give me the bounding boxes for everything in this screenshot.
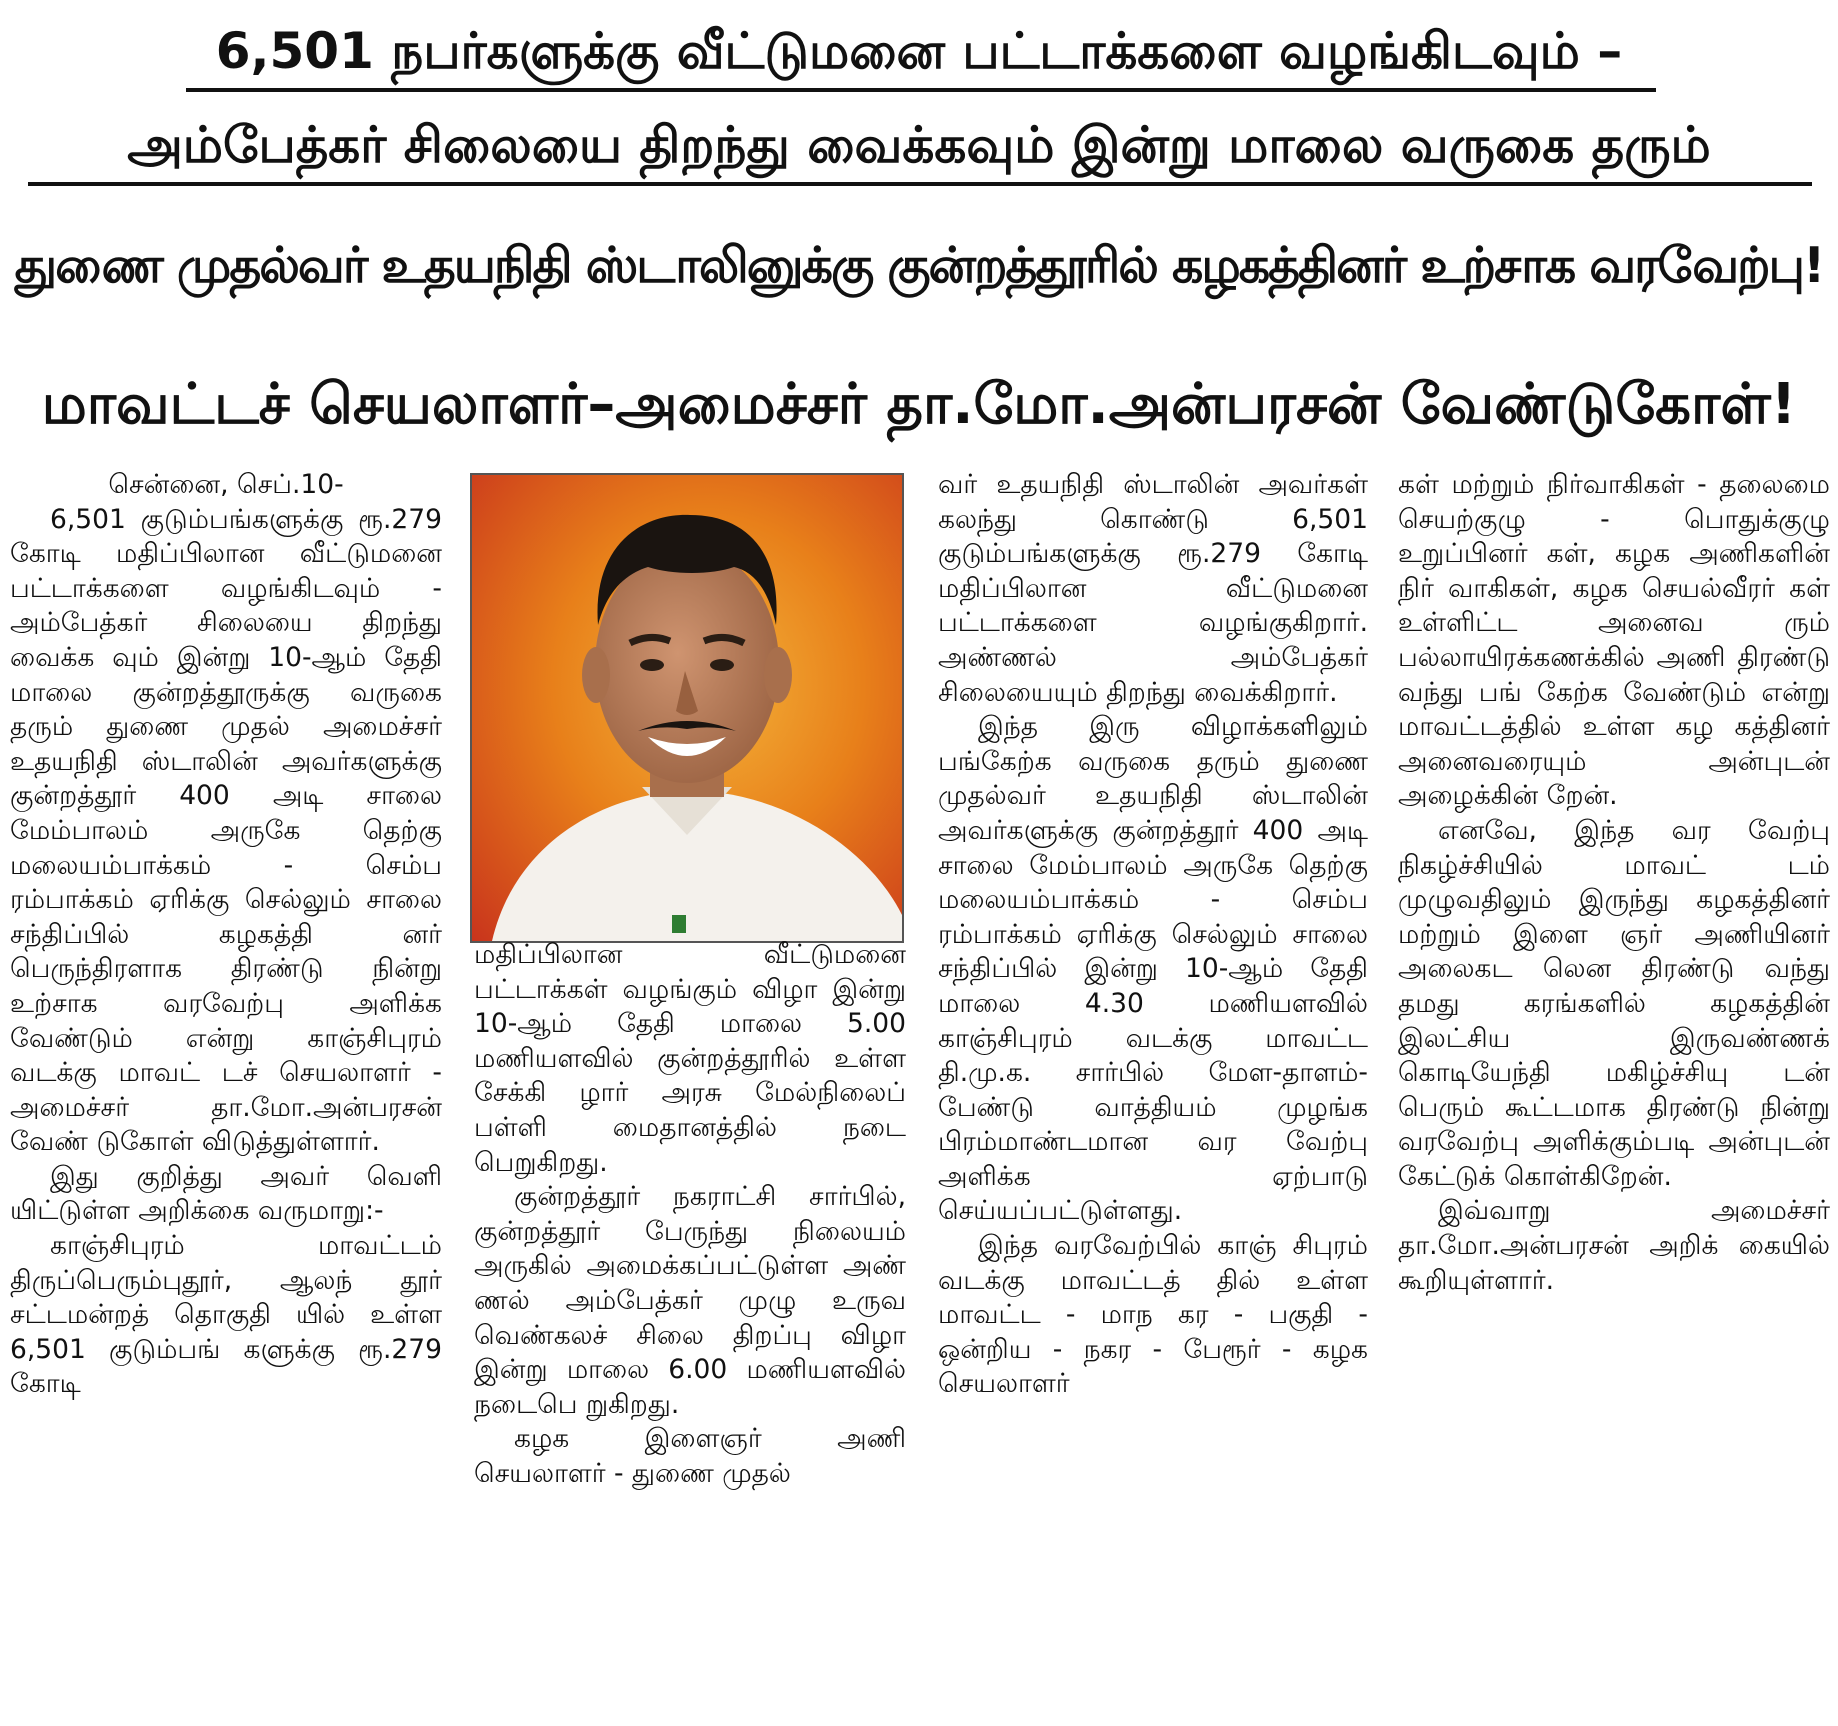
paragraph: கழக இளைஞர் அணி செயலாளர் - துணை முதல் — [474, 1423, 906, 1489]
paragraph: மதிப்பிலான வீட்டுமனை பட்டாக்கள் வழங்கும் விழா இன்று 10-ஆம் தேதி மாலை 5.00 மணியளவில் குன்றத்தூரில் உள்ள சேக்கி ழார் அரசு மேல்நிலைப் பள்ளி மைதானத்தில் நடை பெறுகிறது. — [474, 939, 906, 1178]
paragraph: 6,501 குடும்பங்களுக்கு ரூ.279 கோடி மதிப்பிலான வீட்டுமனை பட்டாக்களை வழங்கிடவும் - அம்பேத்கர் சிலையை திறந்து வைக்க வும் இன்று 10-ஆம் தேதி மாலை குன்றத்தூருக்கு வருகை தரும் துணை முதல் அமைச்சர் உதயநிதி ஸ்டாலின் அவர்களுக்கு குன்றத்தூர் 400 அடி சாலை மேம்பாலம் அருகே தெற்கு மலையம்பாக்கம் - செம்ப ரம்பாக்கம் ஏரிக்கு செல்லும் சாலை சந்திப்பில் கழகத்தி னர் பெருந்திரளாக திரண்டு நின்று உற்சாக வரவேற்பு அளிக்க வேண்டும் என்று காஞ்சிபுரம் வடக்கு மாவட் டச் செயலாளர் - அமைச்சர் தா.மோ.அன்பரசன் வேண் டுகோள் விடுத்துள்ளார். — [10, 503, 442, 1158]
paragraph: இது குறித்து அவர் வெளி யிட்டுள்ள அறிக்கை வருமாறு:- — [10, 1160, 442, 1227]
article-column-2 — [474, 938, 906, 1718]
paragraph: இவ்வாறு அமைச்சர் தா.மோ.அன்பரசன் அறிக் கையில் கூறியுள்ளார். — [1398, 1195, 1830, 1296]
headline-underline-2 — [28, 182, 1812, 186]
paragraph: குன்றத்தூர் நகராட்சி சார்பில், குன்றத்தூர் பேருந்து நிலையம் அருகில் அமைக்கப்பட்டுள்ள அண் ணல் அம்பேத்கர் முழு உருவ வெண்கலச் சிலை திறப்பு விழா இன்று மாலை 6.00 மணியளவில் நடைபெ றுகிறது. — [474, 1181, 906, 1420]
paragraph: எனவே, இந்த வர வேற்பு நிகழ்ச்சியில் மாவட் டம் முழுவதிலும் இருந்து கழகத்தினர் மற்றும் இளை ஞர் அணியினர் அலைகட லென திரண்டு வந்து தமது கரங்களில் கழகத்தின் இலட்சிய இருவண்ணக் கொடியேந்தி மகிழ்ச்சியு டன் பெரும் கூட்டமாக திரண்டு நின்று வரவேற்பு அளிக்கும்படி அன்புடன் கேட்டுக் கொள்கிறேன். — [1398, 814, 1830, 1192]
sub-headline: மாவட்டச் செயலாளர்–அமைச்சர் தா.மோ.அன்பரசன் வேண்டுகோள்! — [41, 372, 1797, 437]
paragraph: இந்த இரு விழாக்களிலும் பங்கேற்க வருகை தரும் துணை முதல்வர் உதயநிதி ஸ்டாலின் அவர்களுக்கு குன்றத்தூர் 400 அடி சாலை மேம்பாலம் அருகே தெற்கு மலையம்பாக்கம் - செம்ப ரம்பாக்கம் ஏரிக்கு செல்லும் சாலை சந்திப்பில் இன்று 10-ஆம் தேதி மாலை 4.30 மணியளவில் காஞ்சிபுரம் வடக்கு மாவட்ட தி.மு.க. சார்பில் மேள-தாளம்- பேண்டு வாத்தியம் முழங்க பிரம்மாண்டமான வர வேற்பு அளிக்க ஏற்பாடு செய்யப்பட்டுள்ளது. — [938, 711, 1368, 1227]
portrait-photo — [470, 473, 904, 943]
paragraph: இந்த வரவேற்பில் காஞ் சிபுரம் வடக்கு மாவட்டத் தில் உள்ள மாவட்ட - மாந கர - பகுதி - ஒன்றிய - நகர - பேரூர் - கழக செயலாளர் — [938, 1230, 1368, 1400]
headline-line-2: அம்பேத்கர் சிலையை திறந்து வைக்கவும் இன்று மாலை வருகை தரும் — [127, 116, 1711, 174]
article-column-4 — [1398, 468, 1830, 1718]
paragraph: காஞ்சிபுரம் மாவட்டம் திருப்பெரும்புதூர், ஆலந் தூர் சட்டமன்றத் தொகுதி யில் உள்ள 6,501 குடும்பங் களுக்கு ரூ.279 கோடி — [10, 1230, 442, 1400]
article-column-1 — [10, 468, 442, 1718]
paragraph: கள் மற்றும் நிர்வாகிகள் - தலைமை செயற்குழு - பொதுக்குழு உறுப்பினர் கள், கழக அணிகளின் நிர் வாகிகள், கழக செயல்வீரர் கள் உள்ளிட்ட அனைவ ரும் பல்லாயிரக்கணக்கில் அணி திரண்டு வந்து பங் கேற்க வேண்டும் என்று மாவட்டத்தில் உள்ள கழ கத்தினர் அனைவரையும் அன்புடன் அழைக்கின் றேன். — [1398, 469, 1830, 812]
headline-line-1: 6,501 நபர்களுக்கு வீட்டுமனை பட்டாக்களை வழங்கிடவும் – — [215, 22, 1623, 80]
paragraph: வர் உதயநிதி ஸ்டாலின் அவர்கள் கலந்து கொண்டு 6,501 குடும்பங்களுக்கு ரூ.279 கோடி மதிப்பிலான வீட்டுமனை பட்டாக்களை வழங்குகிறார். அண்ணல் அம்பேத்கர் சிலையையும் திறந்து வைக்கிறார். — [938, 469, 1368, 708]
portrait-illustration — [472, 475, 902, 941]
main-headline: துணை முதல்வர் உதயநிதி ஸ்டாலினுக்கு குன்றத்தூரில் கழகத்தினர் உற்சாக வரவேற்பு! — [14, 237, 1824, 294]
dateline: சென்னை, செப்.10- — [108, 469, 344, 500]
article-column-3 — [938, 468, 1368, 1718]
headline-underline-1 — [186, 88, 1656, 92]
